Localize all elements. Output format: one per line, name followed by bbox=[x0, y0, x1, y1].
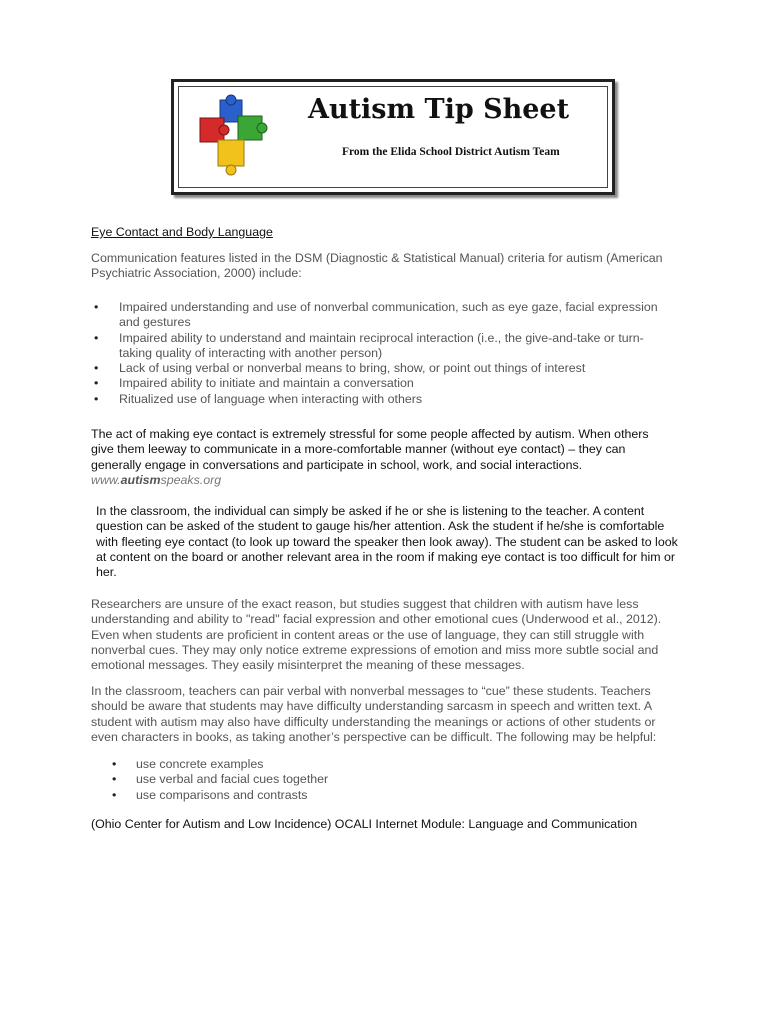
section-heading: Eye Contact and Body Language bbox=[91, 225, 273, 239]
classroom-paragraph: In the classroom, the individual can simply be asked if he or she is listening to the teacher. A content question can be asked of the student to gauge his/her attention. Ask the student if he/she is comfortable with fleeting eye contact (to look up toward the speaker then look away). The student can be asked to look at content on the board or another relevant area in the room if making eye contact is too difficult for him or her. bbox=[96, 504, 678, 580]
list-item: • use comparisons and contrasts bbox=[91, 788, 536, 803]
teachers-paragraph: In the classroom, teachers can pair verbal with nonverbal messages to “cue” these students. Teachers should be aware that students may have difficulty understanding sarcasm in speech and written text. A student with autism may also have difficulty understanding the meanings or actions of other students or even characters in books, as taking another’s perspective can be difficult. The following may be helpful: bbox=[91, 684, 657, 744]
list-item: • Impaired ability to understand and maintain reciprocal interaction (i.e., the give-and-take or turn-taking quality of interacting with another person) bbox=[91, 331, 674, 362]
puzzle-pieces-logo bbox=[196, 92, 276, 182]
page-title: Autism Tip Sheet bbox=[308, 94, 570, 125]
list-item: • Impaired understanding and use of nonverbal communication, such as eye gaze, facial expression and gestures bbox=[91, 300, 674, 331]
header-banner bbox=[171, 79, 615, 195]
source-link[interactable]: www.autismspeaks.org bbox=[91, 472, 222, 487]
dsm-criteria-list bbox=[91, 300, 674, 407]
citation: (Ohio Center for Autism and Low Incidence) OCALI Internet Module: Language and Communication bbox=[91, 817, 638, 831]
eye-contact-text: The act of making eye contact is extremely stressful for some people affected by autism. When others give them leeway to communicate in a more-comfortable manner (without eye contact) – they can generally engage in conversations and participate in school, work, and social interactions. bbox=[91, 427, 649, 472]
list-item: • Ritualized use of language when interacting with others bbox=[91, 392, 674, 407]
list-item: • use concrete examples bbox=[91, 757, 536, 772]
eye-contact-paragraph bbox=[91, 427, 669, 488]
page-subtitle: From the Elida School District Autism Team bbox=[342, 146, 560, 158]
list-item: • use verbal and facial cues together bbox=[91, 772, 536, 787]
puzzle-green-piece bbox=[238, 116, 267, 140]
research-paragraph: Researchers are unsure of the exact reason, but studies suggest that children with autism have less understanding and ability to "read" facial expression and other emotional cues (Underwood et al., 2012). Even when students are proficient in content areas or the use of language, they can still struggle with nonverbal cues. They may only notice extreme expressions of emotion and miss more subtle social and emotional messages. They easily misinterpret the meaning of these messages. bbox=[91, 597, 662, 673]
list-item: • Impaired ability to initiate and maintain a conversation bbox=[91, 376, 674, 391]
intro-paragraph: Communication features listed in the DSM (Diagnostic & Statistical Manual) criteria for autism (American Psychiatric Association, 2000) include: bbox=[91, 251, 663, 281]
puzzle-yellow-piece bbox=[218, 140, 244, 175]
list-item: • Lack of using verbal or nonverbal means to bring, show, or point out things of interest bbox=[91, 361, 674, 376]
helpful-tips-list bbox=[91, 757, 536, 803]
